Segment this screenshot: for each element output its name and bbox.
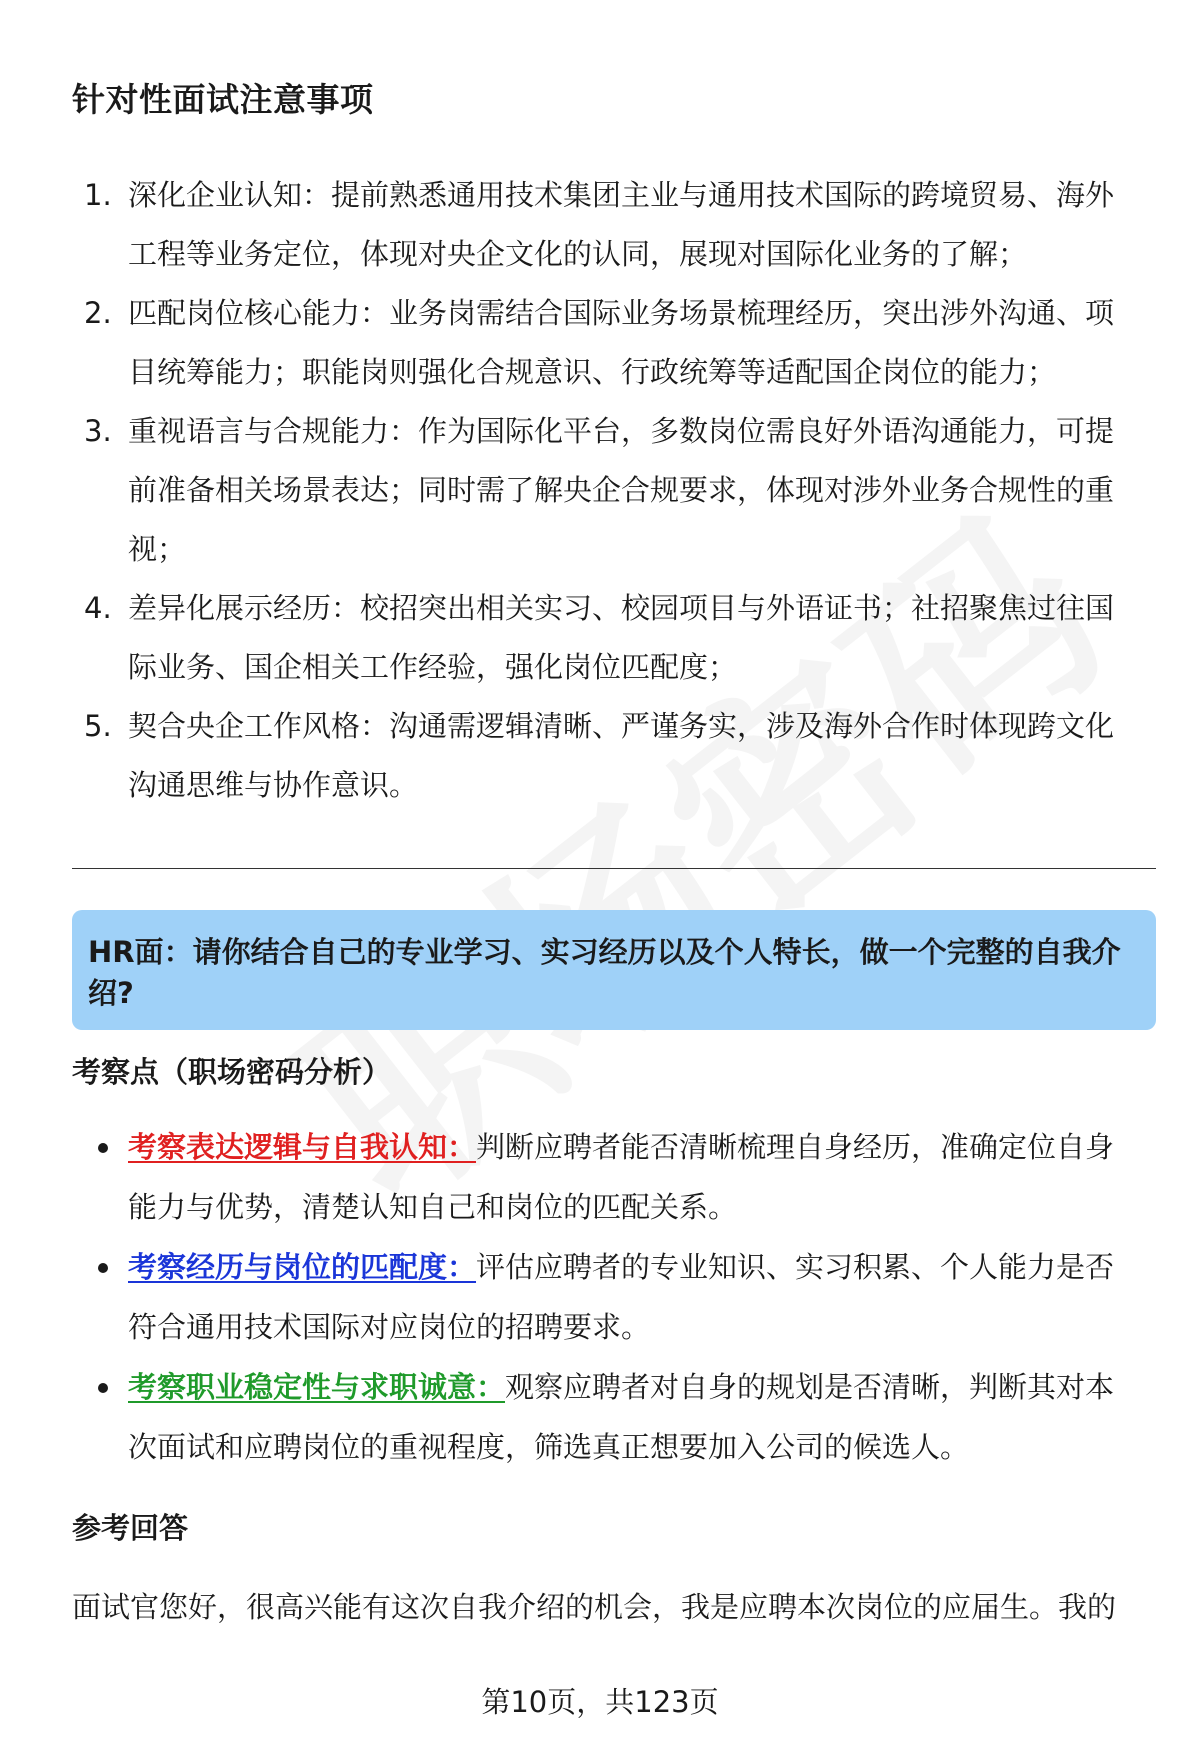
assess-text: 判断应聘者能否清晰梳理自身经历，准确定位自身能力与优势，清楚认知自己和岗位的匹配关系。 (128, 1130, 1115, 1224)
list-text: 差异化展示经历：校招突出相关实习、校园项目与外语证书；社招聚焦过往国际业务、国企相关工作经验，强化岗位匹配度； (128, 591, 1115, 684)
list-text: 重视语言与合规能力：作为国际化平台，多数岗位需良好外语沟通能力，可提前准备相关场景表达；同时需了解央企合规要求，体现对涉外业务合规性的重视； (128, 414, 1115, 566)
list-number: 4. (84, 591, 112, 625)
bullet-icon (98, 1263, 108, 1273)
list-item (72, 697, 1142, 815)
list-number: 3. (84, 414, 112, 448)
bullet-icon (98, 1143, 108, 1153)
list-item (72, 284, 1142, 402)
list-text: 匹配岗位核心能力：业务岗需结合国际业务场景梳理经历，突出涉外沟通、项目统筹能力；职能岗则强化合规意识、行政统筹等适配国企岗位的能力； (128, 296, 1115, 389)
assess-text: 观察应聘者对自身的规划是否清晰，判断其对本次面试和应聘岗位的重视程度，筛选真正想要加入公司的候选人。 (128, 1370, 1115, 1464)
section-divider (72, 868, 1156, 869)
list-text: 深化企业认知：提前熟悉通用技术集团主业与通用技术国际的跨境贸易、海外工程等业务定位，体现对央企文化的认同，展现对国际化业务的了解； (128, 178, 1115, 271)
bullet-icon (98, 1383, 108, 1393)
assess-keyword: 考察职业稳定性与求职诚意： (128, 1370, 506, 1404)
list-text: 契合央企工作风格：沟通需逻辑清晰、严谨务实，涉及海外合作时体现跨文化沟通思维与协作意识。 (128, 709, 1115, 802)
list-number: 2. (84, 296, 112, 330)
assess-keyword: 考察经历与岗位的匹配度： (128, 1250, 477, 1284)
question-box: HR面：请你结合自己的专业学习、实习经历以及个人特长，做一个完整的自我介绍? (72, 910, 1156, 1030)
list-number: 1. (84, 178, 112, 212)
list-item (72, 166, 1142, 284)
list-item (72, 1117, 1142, 1237)
assess-heading: 考察点（职场密码分析） (72, 1055, 392, 1089)
list-number: 5. (84, 709, 112, 743)
answer-paragraph: 面试官您好，很高兴能有这次自我介绍的机会，我是应聘本次岗位的应届生。我的 (72, 1590, 1117, 1624)
notes-list (72, 166, 1142, 815)
assess-points-list (72, 1117, 1142, 1477)
list-item (72, 1357, 1142, 1477)
assess-keyword: 考察表达逻辑与自我认知： (128, 1130, 477, 1164)
page-footer: 第10页，共123页 (481, 1685, 719, 1719)
answer-heading: 参考回答 (72, 1511, 189, 1545)
assess-text: 评估应聘者的专业知识、实习积累、个人能力是否符合通用技术国际对应岗位的招聘要求。 (128, 1250, 1115, 1344)
list-item (72, 579, 1142, 697)
section-title: 针对性面试注意事项 (72, 80, 374, 119)
list-item (72, 402, 1142, 579)
list-item (72, 1237, 1142, 1357)
